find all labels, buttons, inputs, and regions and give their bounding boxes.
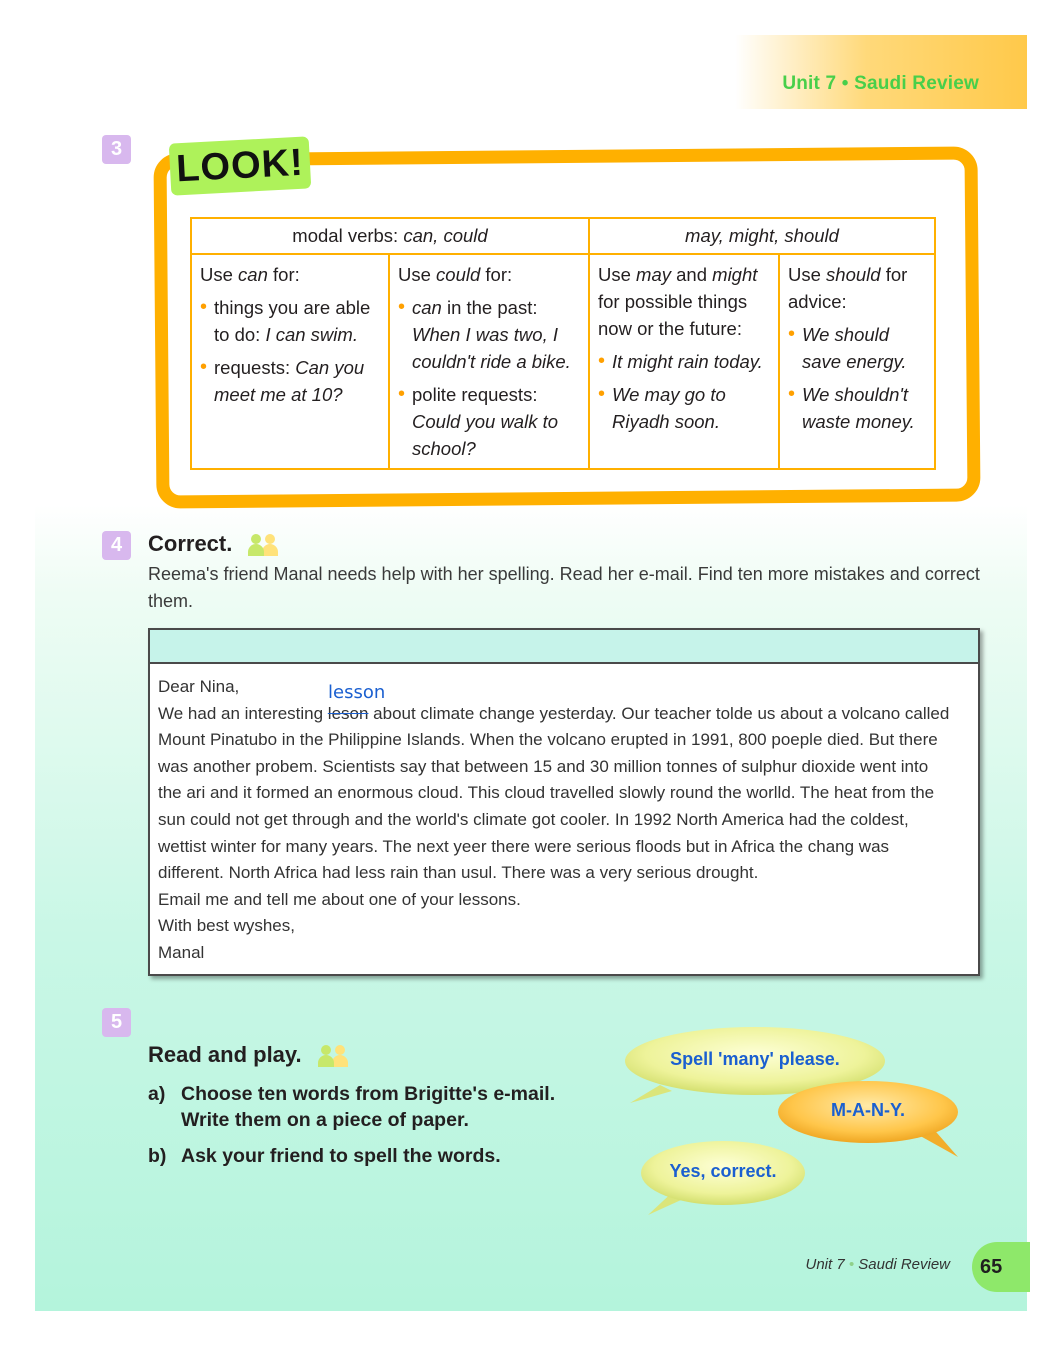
email-line: Mount Pinatubo in the Philippine Islands. When the volcano erupted in 1991, 800 poeple died. But there xyxy=(158,730,938,750)
email-greeting: Dear Nina, xyxy=(158,677,240,696)
list-item: • polite requests: Could you walk to school? xyxy=(398,381,580,462)
pair-work-icon xyxy=(244,534,282,556)
email-line: With best wyshes, xyxy=(158,916,295,936)
exercise-number-4: 4 xyxy=(102,531,131,560)
email-line: sun could not get through and the world's climate got cooler. In 1992 North America had the coldest, xyxy=(158,809,909,829)
email-line: Email me and tell me about one of your lessons. xyxy=(158,889,521,909)
email-line: the ari and it formed an enormous cloud. This cloud travelled slowly round the worlld. The heat from the xyxy=(158,783,935,803)
exercise-4-heading xyxy=(148,531,282,557)
footer-label: Unit 7 • Saudi Review xyxy=(805,1256,950,1273)
bubble-text-1: Spell 'many' please. xyxy=(670,1049,840,1069)
exercise-4-instruction: Reema's friend Manal needs help with her spelling. Read her e-mail. Find ten more mistakes and correct them. xyxy=(148,564,980,611)
list-item: • can in the past: When I was two, I couldn't ride a bike. xyxy=(398,294,580,375)
column-can: Use can for: • things you are able to do: I can swim. • requests: Can you meet me at 10? xyxy=(191,254,389,469)
list-item: • We should save energy. xyxy=(788,321,926,375)
handwritten-correction: lesson xyxy=(328,682,386,703)
list-item: • We shouldn't waste money. xyxy=(788,381,926,435)
bubble-text-3: Yes, correct. xyxy=(669,1161,777,1181)
column-may-might: Use may and might for possible things now or the future: • It might rain today. • We may go to Riyadh soon. xyxy=(589,254,779,469)
email-line: was another probem. Scientists say that between 15 and 30 million tonnes of sulphur dioxide went into xyxy=(158,756,929,776)
column-should: Use should for advice: • We should save energy. • We shouldn't waste money. xyxy=(779,254,935,469)
bubble-text-2: M-A-N-Y. xyxy=(831,1100,905,1120)
column-could: Use could for: • can in the past: When I was two, I couldn't ride a bike. • polite requests: Could you walk to school? xyxy=(389,254,589,469)
exercise-4-title: Correct. xyxy=(148,531,233,556)
list-item: • requests: Can you meet me at 10? xyxy=(200,354,380,408)
list-item: • things you are able to do: I can swim. xyxy=(200,294,380,348)
email-box xyxy=(148,628,980,976)
crossed-out-word: leson xyxy=(327,703,369,723)
table-header-can-could: modal verbs: can, could xyxy=(191,218,589,254)
list-item: • We may go to Riyadh soon. xyxy=(598,381,770,435)
table-header-may-might-should: may, might, should xyxy=(589,218,935,254)
look-badge: LOOK! xyxy=(169,136,312,195)
exercise-5-heading xyxy=(148,1042,352,1068)
task-b: b) Ask your friend to spell the words. xyxy=(148,1145,501,1167)
email-signature: Manal xyxy=(158,942,205,962)
email-body xyxy=(150,664,978,967)
exercise-number-3: 3 xyxy=(102,135,131,164)
unit-tab-label: Unit 7 • Saudi Review xyxy=(782,73,979,94)
list-item: • It might rain today. xyxy=(598,348,770,375)
modal-verbs-table xyxy=(190,217,936,470)
exercise-number-5: 5 xyxy=(102,1008,131,1037)
pair-work-icon xyxy=(314,1045,352,1067)
email-line: different. North Africa had less rain than usul. There was a very serious drought. xyxy=(158,863,759,883)
bubble-tail-1 xyxy=(630,1085,672,1103)
email-header-bar xyxy=(150,630,978,664)
unit-tab xyxy=(735,35,1027,109)
task-a: a) Choose ten words from Brigitte's e-mail. Write them on a piece of paper. xyxy=(148,1083,556,1131)
page-number: 65 xyxy=(972,1242,1030,1292)
exercise-5-title: Read and play. xyxy=(148,1042,302,1067)
email-line: We had an interesting leson about climate change yesterday. Our teacher tolde us about a volcano called xyxy=(158,703,950,723)
email-line: wettist winter for many years. The next yeer there were serious floods but in Africa the chang was xyxy=(158,836,890,856)
